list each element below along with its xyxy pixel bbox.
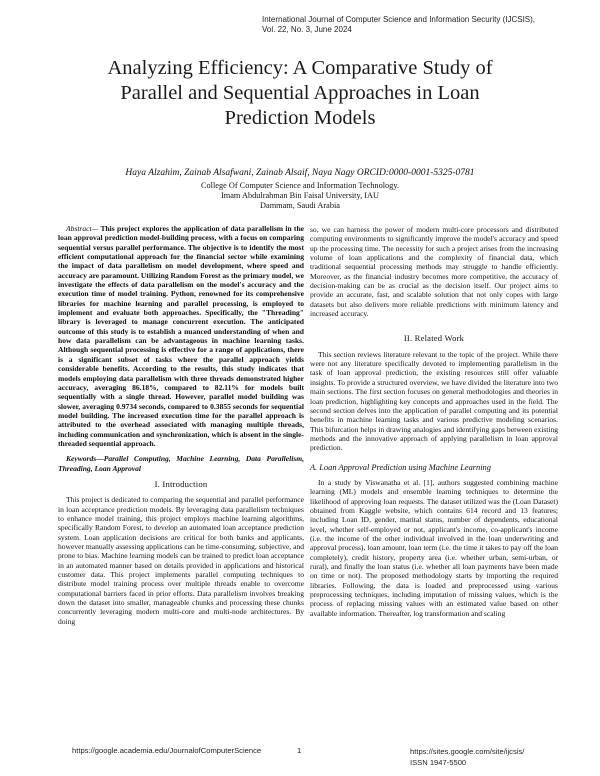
journal-name: International Journal of Computer Science and Information Security (IJCSIS), bbox=[262, 15, 536, 24]
footer-site-link[interactable]: https://sites.google.com/site/ijcsis/ bbox=[410, 747, 525, 756]
affiliation-location: Dammam, Saudi Arabia bbox=[260, 201, 340, 211]
right-column bbox=[310, 225, 558, 618]
loan-prediction-text: In a study by Viswanatha et al. [1], authors suggested combining machine learning (ML) models and ensemble learning techniques to determine the likelihood of approving loan requests. The dataset utilized was the (Loan Dataset) obtained from Kaggle website, which contains 614 record and 13 features; including Loan ID, gender, marital status, number of dependents, educational level, whether self-employed or not, applicant's income, co-applicant's income (i.e. the income of the other individual involved in the loan underwriting and approval process), loan amount, loan term (i.e. the time it takes to pay off the loan completely), credit history, property area (i.e. whether urban, semi-urban, or rural), and finally the loan status (i.e. whether all loan payments have been made on time or not). The proposed methodology starts by importing the required libraries. Following, the data is loaded and preprocessed using various preprocessing techniques, including imputation of missing values, which is the process of replacing missing values with an estimated value based on other available information. Thereafter, log transformation and scaling bbox=[310, 477, 558, 618]
affiliation-college: College Of Computer Science and Information Technology. bbox=[200, 181, 400, 190]
affiliation bbox=[60, 181, 540, 212]
footer-academia-link[interactable]: https://google.academia.edu/JournalofComputerScience bbox=[72, 746, 262, 755]
section-heading-introduction: I. Introduction bbox=[154, 478, 208, 489]
journal-header bbox=[262, 15, 535, 35]
title-line-3: Prediction Models bbox=[224, 107, 376, 129]
title-line-2: Parallel and Sequential Approaches in Loan bbox=[120, 82, 480, 104]
related-work-text: This section reviews literature relevant to the topic of the project. While there were not any literature specifically devoted to implementing parallelism in the task of loan approval prediction, the existing resources still offer valuable insights. To provide a structured overview, we have divided the literature into two main sections. The first section focuses on general methodologies and theories in loan prediction, highlighting key concepts and approaches used in the field. The second section delves into the application of parallel computing and its potential benefits in machine learning tasks and various predictive modeling scenarios. This bifurcation helps in drawing analogies and identifying gaps between existing methods and the innovative approach of applying parallelism in loan approval prediction. bbox=[310, 349, 558, 453]
page-number: 1 bbox=[297, 746, 302, 755]
section-heading-related-work: II. Related Work bbox=[403, 333, 465, 344]
title-line-1: Analyzing Efficiency: A Comparative Study of bbox=[107, 57, 493, 79]
footer-issn: ISSN 1947-5500 bbox=[410, 758, 467, 767]
introduction-text: This project is dedicated to comparing the sequential and parallel performance in loan acceptance prediction models. By leveraging data parallelism techniques to enhance model training, this project employs machine learning algorithms, specifically Random Forest, to develop an automated loan acceptance prediction system. Loan application decisions are critical for both banks and applicants, however manually assessing applications can be time-consuming, subjective, and prone to bias. Machine learning models can be trained to predict loan acceptance in an automated manner based on details provided in applications and historical customer data. This project implements parallel computing techniques to distribute model training process over multiple threads enable to overcome computational barriers faced in prior efforts. Data parallelism involves breaking down the dataset into smaller, manageable chunks and processing these chunks concurrently leveraging modern multi-core and multi-node architectures. By doing bbox=[58, 495, 304, 626]
introduction-continuation: so, we can harness the power of modern multi-core processors and distributed computing environments to significantly improve the model's accuracy and speed up the processing time. The necessity for such a project arises from the increasing volume of loan applications and the complexity of financial data, which traditional sequential processing methods may struggle to handle efficiently. Moreover, as the financial industry becomes more competitive, the accuracy of decision-making can be as crucial as the decision itself. Our project aims to provide an accurate, fast, and scalable solution that not only copes with large datasets but also delivers more reliable predictions with minimum latency and increased accuracy. bbox=[310, 225, 558, 319]
footer-right bbox=[410, 746, 524, 768]
left-column bbox=[58, 224, 304, 626]
keywords: Keywords—Parallel Computing, Machine Learning, Data Parallelism, Threading, Loan Approval bbox=[58, 454, 304, 473]
abstract bbox=[58, 224, 304, 448]
subsection-heading-loan-prediction: A. Loan Approval Prediction using Machine Learning bbox=[310, 462, 491, 472]
abstract-text: This project explores the application of data parallelism in the loan approval prediction model-building process, with a focus on comparing sequential versus parallel performance. The objective is to identify the most efficient computational approach for the financial sector while examining the impact of data parallelism on model development, where speed and accuracy are paramount. Utilizing Random Forest as the primary model, we investigate the effects of data parallelism on the model's accuracy and the execution time of model training. Python, renowned for its comprehensive libraries for machine learning and parallel processing, is employed to implement and evaluate both approaches. Specifically, the "Threading" library is leveraged to manage concurrent execution. The anticipated outcome of this study is to establish a nuanced understanding of when and how data parallelism can be advantageous in machine learning tasks. Although sequential processing is effective for a range of applications, there is a significant subset of tasks where the parallel approach yields considerable benefits. According to the results, this study indicates that models employing data parallelism with three threads demonstrated higher accuracy, averaging 86.18%, compared to 82.11% for models built sequentially with a single thread. However, parallel model building was slower, averaging 0.9734 seconds, compared to 0.3855 seconds for sequential model building. The increased execution time for the parallel approach is attributed to the overhead associated with managing multiple threads, including communication and synchronization, which is absent in the single-threaded sequential approach. bbox=[58, 224, 304, 448]
authors: Haya Alzahim, Zainab Alsafwani, Zainab Alsaif, Naya Nagy ORCID:0000-0001-5325-0781 bbox=[125, 168, 475, 178]
affiliation-university: Imam Abdulrahman Bin Faisal University, IAU bbox=[220, 191, 379, 201]
abstract-lead: Abstract— bbox=[66, 224, 99, 233]
journal-volume: Vol. 22, No. 3, June 2024 bbox=[262, 25, 352, 34]
paper-title bbox=[40, 56, 560, 131]
